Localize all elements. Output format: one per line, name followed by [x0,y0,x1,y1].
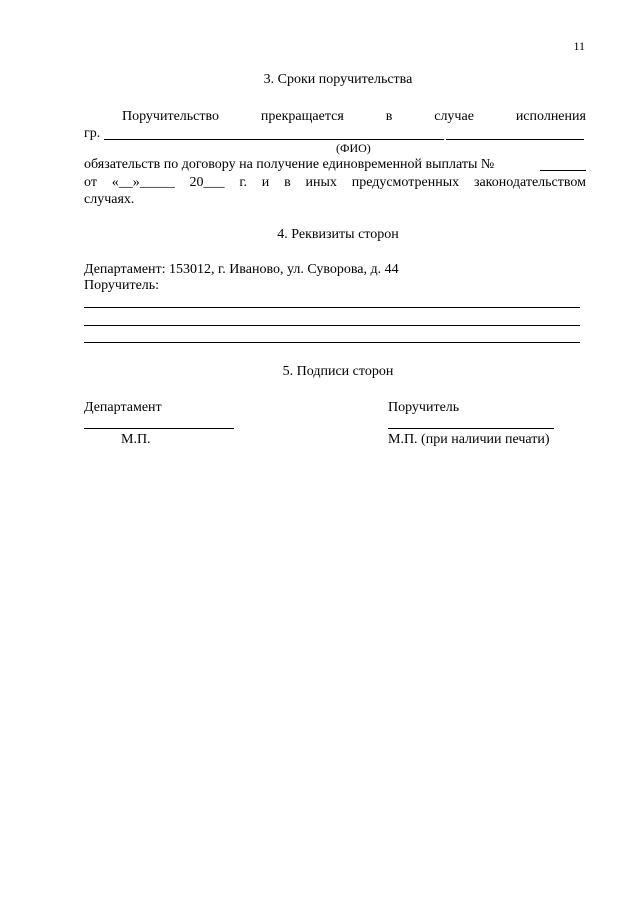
section-5-heading: 5. Подписи сторон [282,364,394,379]
fio-caption: (ФИО) [336,141,371,155]
guarantor-details-line-3 [84,342,580,343]
word: законодательством [473,175,586,190]
word: случае [434,109,474,124]
word: и [261,175,270,190]
fio-blank-line-2 [446,139,584,140]
gr-label: гр. [84,126,101,141]
word: исполнения [515,109,586,124]
department-signature-line [84,428,234,429]
section-3-line-3: обязательств по договору на получение единовременной выплаты № [84,157,495,172]
word: в [385,109,393,124]
word: г. [239,175,247,190]
page-number: 11 [573,39,585,53]
department-address: Департамент: 153012, г. Иваново, ул. Суворова, д. 44 [84,262,399,277]
fio-blank-line [104,139,444,140]
word: 20___ [189,175,225,190]
section-3-heading: 3. Сроки поручительства [263,72,413,87]
guarantor-signature-label: Поручитель [388,400,460,415]
department-seal-label: М.П. [121,432,151,447]
word: предусмотренных [351,175,460,190]
guarantor-details-line-2 [84,325,580,326]
guarantor-signature-line [388,428,554,429]
department-signature-label: Департамент [84,400,162,415]
word: «__»_____ [111,175,175,190]
section-3-line-1 [84,109,586,125]
guarantor-details-line-1 [84,307,580,308]
section-3-line-4 [84,175,586,191]
contract-number-blank [540,170,586,171]
word: Поручительство [122,109,220,124]
section-4-heading: 4. Реквизиты сторон [277,227,399,242]
guarantor-label: Поручитель: [84,278,160,293]
guarantor-seal-label: М.П. (при наличии печати) [388,432,550,447]
word: прекращается [260,109,344,124]
word: в [284,175,291,190]
section-3-line-5: случаях. [84,192,135,207]
word: от [84,175,97,190]
word: иных [305,175,337,190]
